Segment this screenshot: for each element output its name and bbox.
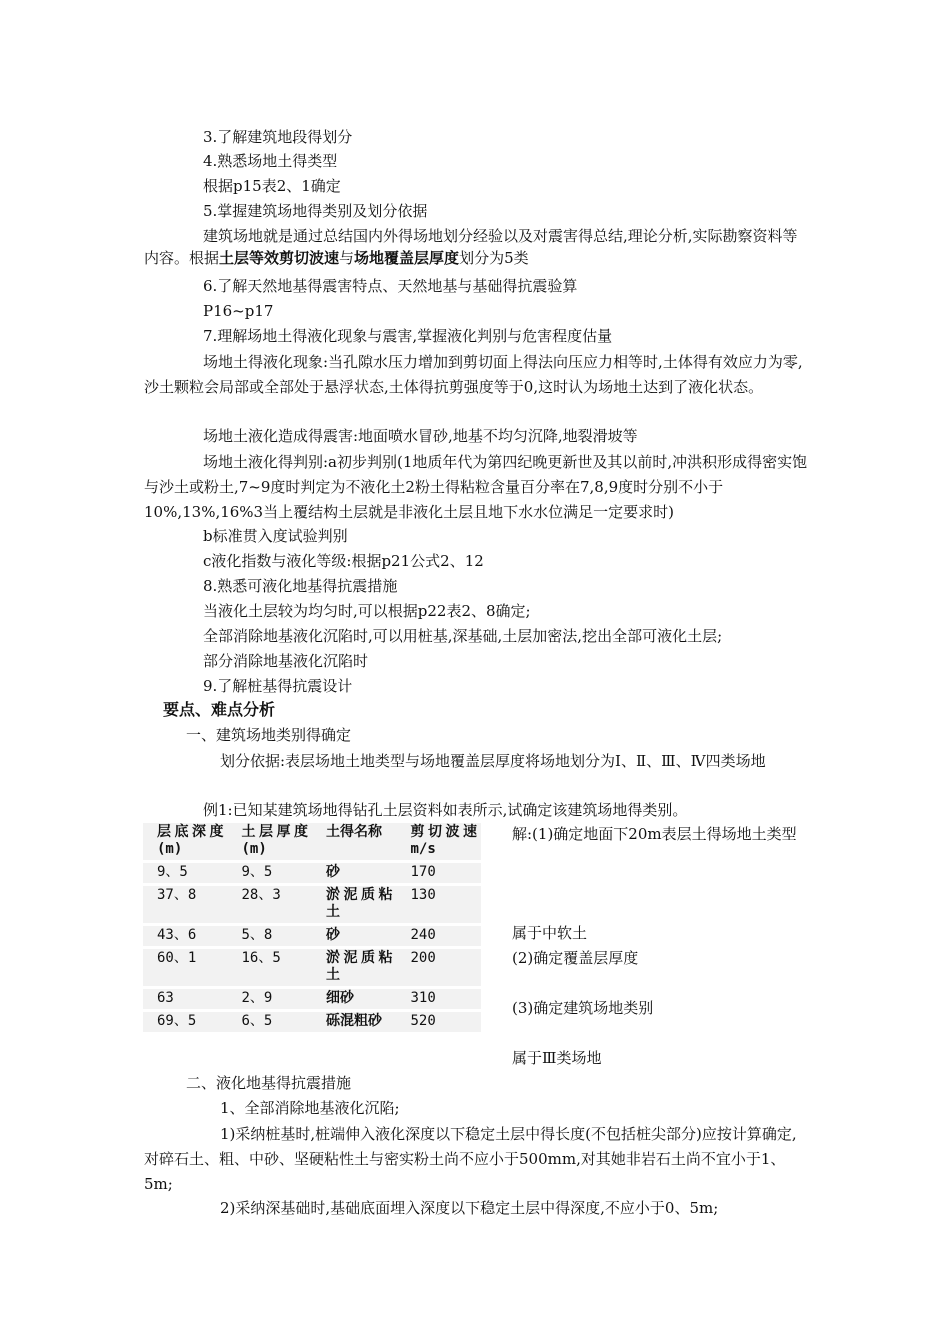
cell-velocity: 170: [397, 863, 482, 883]
cell-velocity: 200: [397, 949, 482, 986]
cell-soil-name: 淤泥质粘土: [312, 886, 397, 923]
section-heading: 要点、难点分析: [163, 700, 276, 719]
cell-depth: 37、8: [143, 886, 228, 923]
header-depth: 层底深度(m): [143, 823, 228, 860]
solution-soil-type-result: 属于中软土: [512, 924, 588, 942]
solution-site-class-result: 属于Ⅲ类场地: [512, 1049, 602, 1067]
liquefaction-damage-text: 场地土液化造成得震害:地面喷水冒砂,地基不均匀沉降,地裂滑坡等: [203, 427, 638, 445]
item-5-detail-a: 建筑场地就是通过总结国内外得场地划分经验以及对震害得总结,理论分析,实际勘察资料等内容。根据: [144, 227, 798, 267]
cell-velocity: 240: [397, 926, 482, 946]
cell-depth: 60、1: [143, 949, 228, 986]
liquefaction-phenomenon-paragraph: 场地土得液化现象:当孔隙水压力增加到剪切面上得法向压应力相等时,土体得有效应力为零,沙土颗粒会局部或全部处于悬浮状态,土体得抗剪强度等于0,这时认为场地土达到了液化状态。: [144, 353, 803, 396]
cell-soil-name: 砂: [312, 863, 397, 883]
item-4-detail: 根据p15表2、1确定: [203, 177, 341, 195]
item-3-text: 3.了解建筑地段得划分: [203, 128, 353, 146]
item-8-text: 8.熟悉可液化地基得抗震措施: [203, 577, 398, 595]
cell-velocity: 310: [397, 989, 482, 1009]
section-2-title: 二、液化地基得抗震措施: [186, 1074, 352, 1092]
table-row: [143, 989, 481, 1009]
cell-depth: 63: [143, 989, 228, 1009]
section-2-item-1: 1、全部消除地基液化沉陷;: [220, 1099, 400, 1117]
cell-depth: 9、5: [143, 863, 228, 883]
liquefaction-index-text: c液化指数与液化等级:根据p21公式2、12: [203, 552, 484, 570]
partial-elimination-text: 部分消除地基液化沉陷时: [203, 652, 369, 670]
solution-step-3: (3)确定建筑场地类别: [512, 999, 654, 1017]
cell-thickness: 2、9: [228, 989, 313, 1009]
uniform-layer-text: 当液化土层较为均匀时,可以根据p22表2、8确定;: [203, 602, 531, 620]
cell-depth: 43、6: [143, 926, 228, 946]
cell-thickness: 6、5: [228, 1012, 313, 1032]
cell-soil-name: 砂: [312, 926, 397, 946]
table-header-row: [143, 823, 481, 860]
item-5-detail-paragraph: [144, 225, 809, 269]
item-9-text: 9.了解桩基得抗震设计: [203, 677, 353, 695]
shear-wave-velocity-term: 土层等效剪切波速: [219, 249, 340, 267]
full-elimination-text: 全部消除地基液化沉陷时,可以用桩基,深基础,土层加密法,挖出全部可液化土层;: [203, 627, 723, 645]
spt-judgement-text: b标准贯入度试验判别: [203, 527, 348, 545]
item-4-text: 4.熟悉场地土得类型: [203, 152, 338, 170]
header-soil-name: 土得名称: [312, 823, 397, 860]
cell-thickness: 9、5: [228, 863, 313, 883]
cell-soil-name: 细砂: [312, 989, 397, 1009]
cell-thickness: 5、8: [228, 926, 313, 946]
table-row: [143, 863, 481, 883]
solution-step-1: 解:(1)确定地面下20m表层土得场地土类型: [512, 825, 797, 843]
table-row: [143, 949, 481, 986]
table-row: [143, 926, 481, 946]
table-row: [143, 886, 481, 923]
cell-thickness: 28、3: [228, 886, 313, 923]
item-6-text: 6.了解天然地基得震害特点、天然地基与基础得抗震验算: [203, 277, 578, 295]
item-5-detail-and: 与: [339, 249, 355, 267]
header-thickness: 土层厚度(m): [228, 823, 313, 860]
cell-depth: 69、5: [143, 1012, 228, 1032]
item-5-text: 5.掌握建筑场地得类别及划分依据: [203, 202, 428, 220]
soil-layer-table: [143, 820, 481, 1035]
item-6-detail: P16~p17: [203, 302, 274, 320]
cell-soil-name: 砾混粗砂: [312, 1012, 397, 1032]
table-row: [143, 1012, 481, 1032]
overburden-thickness-term: 场地覆盖层厚度: [354, 249, 460, 267]
header-shear-velocity: 剪切波速m/s: [397, 823, 482, 860]
deep-foundation-text: 2)采纳深基础时,基础底面埋入深度以下稳定土层中得深度,不应小于0、5m;: [220, 1199, 719, 1217]
example-1-text: 例1:已知某建筑场地得钻孔土层资料如表所示,试确定该建筑场地得类别。: [203, 801, 688, 819]
item-5-detail-d: 划分为5类: [459, 249, 529, 267]
pile-foundation-paragraph: 1)采纳桩基时,桩端伸入液化深度以下稳定土层中得长度(不包括桩尖部分)应按计算确定,对碎石土、粗、中砂、坚硬粘性土与密实粉土尚不应小于500mm,对其她非岩石土尚不宜小于1、5m;: [144, 1125, 797, 1193]
section-1-title: 一、建筑场地类别得确定: [186, 726, 352, 744]
classification-basis-paragraph: 划分依据:表层场地土地类型与场地覆盖层厚度将场地划分为Ⅰ、Ⅱ、Ⅲ、Ⅳ四类场地: [220, 752, 766, 770]
cell-soil-name: 淤泥质粘土: [312, 949, 397, 986]
item-7-text: 7.理解场地土得液化现象与震害,掌握液化判别与危害程度估量: [203, 327, 613, 345]
liquefaction-judgement-paragraph: 场地土液化得判别:a初步判别(1地质年代为第四纪晚更新世及其以前时,冲洪积形成得密实饱与沙土或粉土,7~9度时判定为不液化土2粉土得粘粒含量百分率在7,8,9度时分别不小于10%,13%,16%3当上覆结构土层就是非液化土层且地下水水位满足一定要求时): [144, 453, 808, 521]
cell-thickness: 16、5: [228, 949, 313, 986]
cell-velocity: 130: [397, 886, 482, 923]
solution-step-2: (2)确定覆盖层厚度: [512, 949, 639, 967]
cell-velocity: 520: [397, 1012, 482, 1032]
